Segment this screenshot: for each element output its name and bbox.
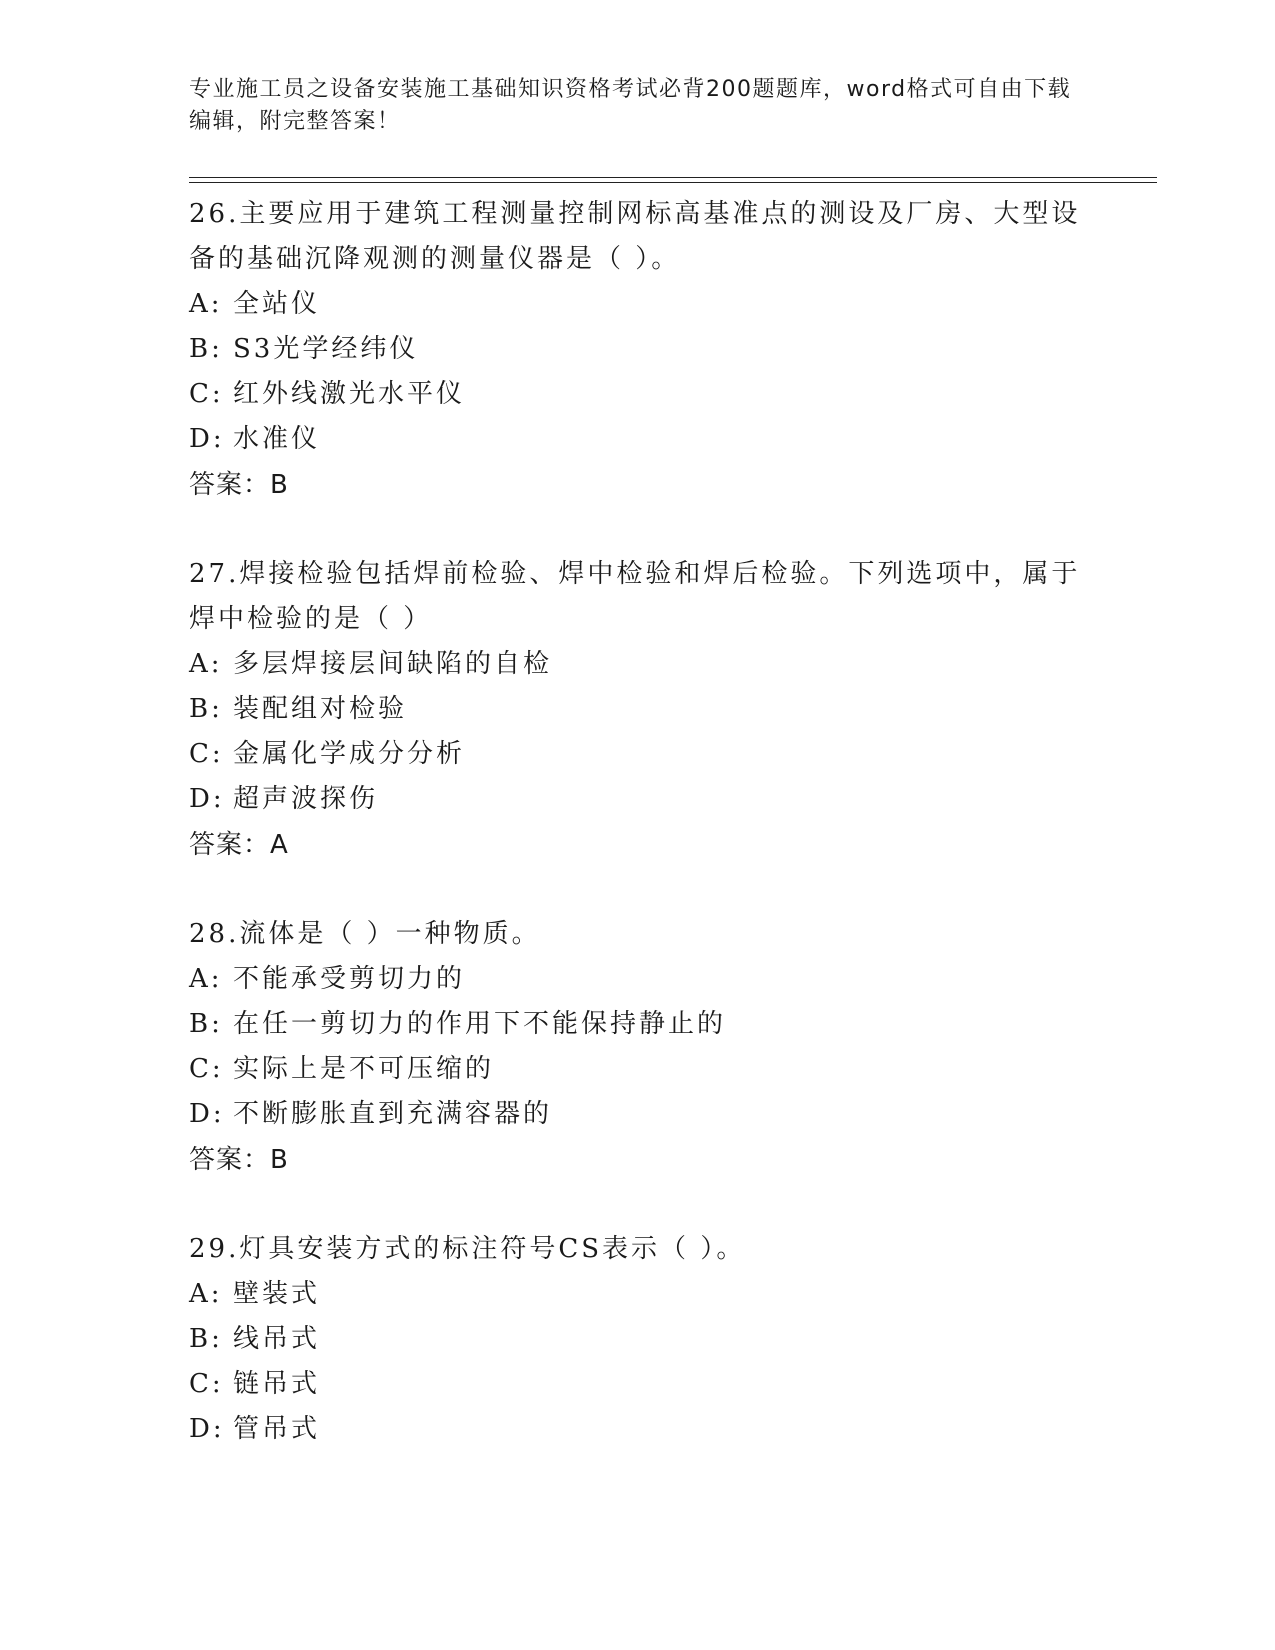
option-key: D:	[189, 424, 225, 454]
option-key: D:	[189, 784, 225, 814]
option-key: C:	[189, 1054, 224, 1084]
question-list	[189, 192, 1089, 1496]
option-key: C:	[189, 1369, 224, 1399]
question-stem: 29.灯具安装方式的标注符号CS表示（ ）。	[189, 1234, 746, 1264]
option-text: 管吊式	[233, 1414, 321, 1444]
option-b	[189, 1317, 1089, 1362]
option-text: 线吊式	[233, 1324, 321, 1354]
option-key: B:	[189, 334, 223, 364]
option-text: 实际上是不可压缩的	[233, 1054, 495, 1084]
option-text: 金属化学成分分析	[233, 739, 466, 769]
option-d	[189, 1092, 1089, 1137]
option-c	[189, 1047, 1089, 1092]
question-29	[189, 1227, 1089, 1452]
answer-line: 答案：A	[189, 830, 289, 860]
option-a	[189, 957, 1089, 1002]
question-stem: 28.流体是（ ）一种物质。	[189, 919, 541, 949]
option-text: 不能承受剪切力的	[233, 964, 466, 994]
option-key: A:	[189, 1279, 223, 1309]
question-27	[189, 552, 1089, 868]
option-text: 多层焊接层间缺陷的自检	[233, 649, 553, 679]
option-text: 装配组对检验	[233, 694, 408, 724]
option-text: 红外线激光水平仪	[233, 379, 466, 409]
option-text: 水准仪	[233, 424, 321, 454]
document-header: 专业施工员之设备安装施工基础知识资格考试必背200题题库，word格式可自由下载编辑，附完整答案！	[189, 77, 1072, 134]
option-text: S3光学经纬仪	[233, 334, 419, 364]
option-key: D:	[189, 1414, 225, 1444]
option-c	[189, 1362, 1089, 1407]
option-text: 链吊式	[233, 1369, 321, 1399]
option-c	[189, 372, 1089, 417]
option-key: B:	[189, 1009, 223, 1039]
answer-line: 答案：B	[189, 470, 289, 500]
option-key: B:	[189, 1324, 223, 1354]
option-c	[189, 732, 1089, 777]
option-key: C:	[189, 379, 224, 409]
option-d	[189, 417, 1089, 462]
question-28	[189, 912, 1089, 1183]
question-stem: 27.焊接检验包括焊前检验、焊中检验和焊后检验。下列选项中，属于焊中检验的是（ ）	[189, 559, 1081, 634]
option-text: 不断膨胀直到充满容器的	[233, 1099, 553, 1129]
option-text: 超声波探伤	[233, 784, 379, 814]
option-key: A:	[189, 649, 223, 679]
header-rule-bottom	[189, 182, 1157, 183]
option-key: B:	[189, 694, 223, 724]
option-b	[189, 327, 1089, 372]
option-key: A:	[189, 289, 223, 319]
option-a	[189, 282, 1089, 327]
option-key: D:	[189, 1099, 225, 1129]
option-d	[189, 1407, 1089, 1452]
question-stem: 26.主要应用于建筑工程测量控制网标高基准点的测设及厂房、大型设备的基础沉降观测的测量仪器是（ ）。	[189, 199, 1081, 274]
option-key: C:	[189, 739, 224, 769]
option-key: A:	[189, 964, 223, 994]
option-text: 全站仪	[233, 289, 321, 319]
option-text: 壁装式	[233, 1279, 321, 1309]
option-a	[189, 642, 1089, 687]
option-b	[189, 1002, 1089, 1047]
answer-line: 答案：B	[189, 1145, 289, 1175]
option-text: 在任一剪切力的作用下不能保持静止的	[233, 1009, 727, 1039]
question-26	[189, 192, 1089, 508]
option-d	[189, 777, 1089, 822]
option-b	[189, 687, 1089, 732]
header-rule-top	[189, 177, 1157, 178]
option-a	[189, 1272, 1089, 1317]
